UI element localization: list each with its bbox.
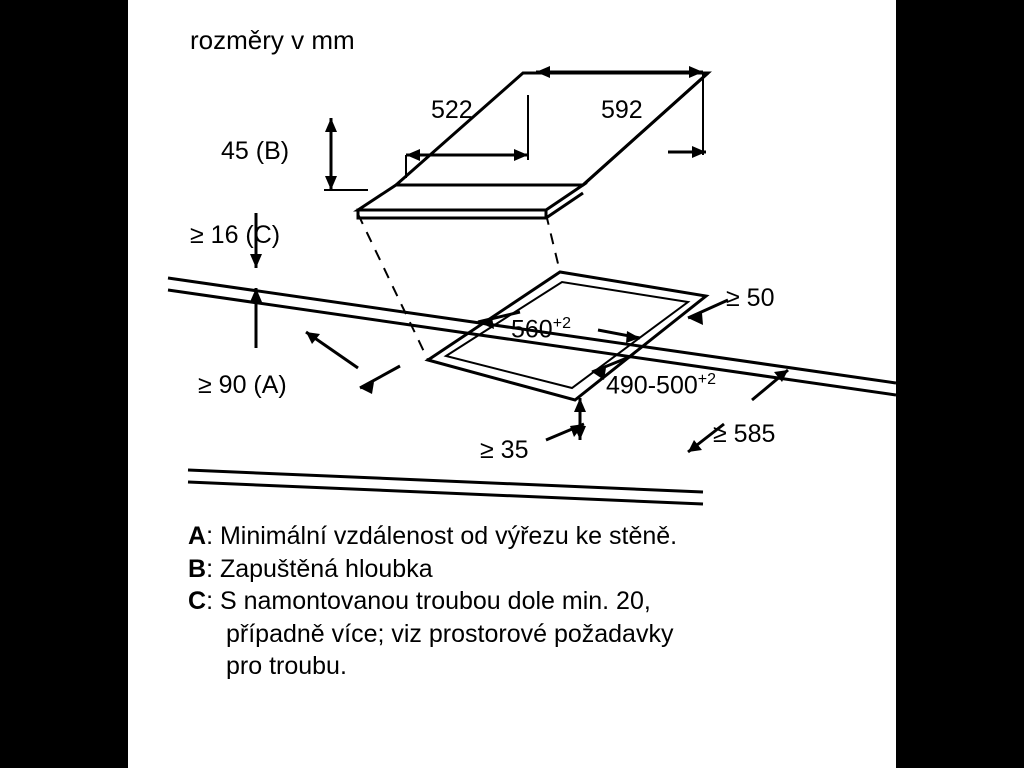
label-490-500-tolerance: +2 [697, 371, 716, 388]
figure-title: rozměry v mm [190, 25, 355, 55]
legend-text-a: : Minimální vzdálenost od výřezu ke stěně. [206, 522, 678, 550]
legend-item-b [188, 553, 888, 586]
hob-body [358, 73, 708, 218]
label-16-c: ≥ 16 (C) [190, 221, 281, 249]
legend-text-c: : S namontovanou troubou dole min. 20, [206, 587, 651, 615]
legend [188, 520, 888, 683]
label-90-a: ≥ 90 (A) [198, 371, 287, 399]
label-592: 592 [601, 96, 643, 124]
legend-key-a: A [188, 522, 207, 550]
legend-item-a [188, 520, 888, 553]
dim-90-a [306, 332, 400, 394]
legend-key-b: B [188, 554, 207, 583]
label-585: ≥ 585 [713, 420, 776, 448]
diagram-sheet [128, 0, 896, 768]
legend-text-c-line2: případně více; viz prostorové požadavky [226, 619, 674, 648]
label-490-500: $490-500^{+2}$ [606, 371, 716, 400]
legend-key-c: C [188, 587, 207, 615]
label-522: 522 [431, 96, 473, 124]
label-50: ≥ 50 [726, 284, 775, 312]
legend-text-c-line3: pro troubu. [226, 652, 347, 680]
label-45-b: 45 (B) [221, 137, 290, 165]
label-35: ≥ 35 [480, 436, 529, 464]
legend-item-c [188, 585, 888, 618]
label-560: $560^{+2}$ [511, 315, 571, 344]
label-560-tolerance: +2 [552, 315, 571, 332]
dim-45-b [324, 118, 368, 190]
legend-text-b: : Zapuštěná hloubka [206, 554, 433, 583]
